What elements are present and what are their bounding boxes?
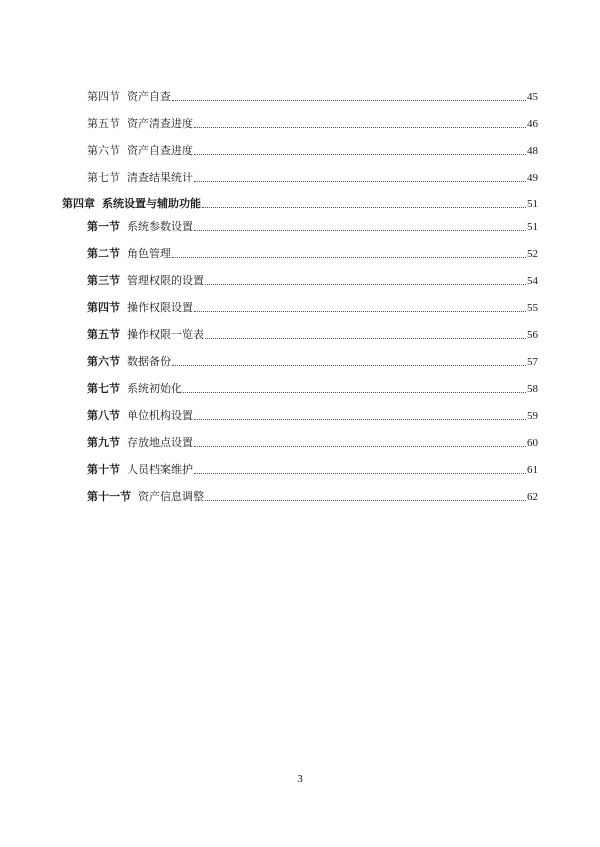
toc-page-number: 48 <box>527 145 538 157</box>
toc-leader-dots <box>205 338 526 339</box>
toc-page-number: 58 <box>527 383 538 395</box>
toc-section-number: 第六节 <box>87 355 120 368</box>
toc-section-title: 人员档案维护 <box>127 463 193 476</box>
toc-leader-dots <box>194 473 526 474</box>
toc-page-number: 56 <box>527 329 538 341</box>
toc-section-number: 第七节 <box>87 382 120 395</box>
toc-leader-dots <box>202 207 526 208</box>
toc-page-number: 57 <box>527 356 538 368</box>
toc-section-number: 第十节 <box>87 463 120 476</box>
toc-entry[interactable] <box>87 169 538 185</box>
toc-page-number: 62 <box>527 491 538 503</box>
toc-section-title: 系统参数设置 <box>127 220 193 233</box>
toc-leader-dots <box>194 154 526 155</box>
toc-page-number: 59 <box>527 410 538 422</box>
toc-entry[interactable] <box>87 245 538 261</box>
toc-page-number: 46 <box>527 118 538 130</box>
toc-section-number: 第二节 <box>87 247 120 260</box>
toc-section-number: 第七节 <box>87 171 120 184</box>
toc-section-number: 第九节 <box>87 436 120 449</box>
toc-leader-dots <box>205 284 526 285</box>
toc-section-number: 第八节 <box>87 409 120 422</box>
toc-page-number: 55 <box>527 302 538 314</box>
toc-entry[interactable] <box>87 407 538 423</box>
toc-page-number: 52 <box>527 248 538 260</box>
toc-entry[interactable] <box>87 299 538 315</box>
toc-section-title: 单位机构设置 <box>127 409 193 422</box>
toc-leader-dots <box>194 127 526 128</box>
toc-entry[interactable] <box>87 272 538 288</box>
toc-section-number: 第五节 <box>87 328 120 341</box>
toc-chapter-title: 系统设置与辅助功能 <box>102 197 201 210</box>
toc-section-title: 系统初始化 <box>127 382 182 395</box>
toc-leader-dots <box>172 365 526 366</box>
toc-section-number: 第六节 <box>87 144 120 157</box>
toc-entry[interactable] <box>87 142 538 158</box>
toc-chapter-number: 第四章 <box>62 197 95 210</box>
toc-entry[interactable] <box>87 326 538 342</box>
toc-section-title: 清查结果统计 <box>127 171 193 184</box>
toc-page-number: 54 <box>527 275 538 287</box>
toc-section-title: 操作权限一览表 <box>127 328 204 341</box>
toc-section-number: 第四节 <box>87 301 120 314</box>
toc-section-title: 资产自查 <box>127 90 171 103</box>
toc-section-number: 第四节 <box>87 90 120 103</box>
toc-page-number: 45 <box>527 91 538 103</box>
toc-entry[interactable] <box>87 434 538 450</box>
toc-entry[interactable] <box>87 88 538 104</box>
toc-section-title: 存放地点设置 <box>127 436 193 449</box>
toc-leader-dots <box>205 500 526 501</box>
toc-entry[interactable] <box>87 488 538 504</box>
page-number-footer: 3 <box>297 773 303 785</box>
toc-section-title: 资产信息调整 <box>138 490 204 503</box>
toc-leader-dots <box>194 230 526 231</box>
toc-section-title: 资产自查进度 <box>127 144 193 157</box>
toc-section-title: 角色管理 <box>127 247 171 260</box>
toc-section-number: 第五节 <box>87 117 120 130</box>
toc-leader-dots <box>194 419 526 420</box>
toc-page-number: 60 <box>527 437 538 449</box>
toc-leader-dots <box>183 392 526 393</box>
toc-leader-dots <box>172 100 526 101</box>
toc-leader-dots <box>194 446 526 447</box>
toc-leader-dots <box>194 311 526 312</box>
toc-entry[interactable] <box>87 353 538 369</box>
toc-section-number: 第一节 <box>87 220 120 233</box>
toc-page-number: 61 <box>527 464 538 476</box>
toc-section-title: 数据备份 <box>127 355 171 368</box>
toc-chapter-entry[interactable] <box>62 195 538 211</box>
toc-entry[interactable] <box>87 218 538 234</box>
toc-leader-dots <box>194 181 526 182</box>
toc-entry[interactable] <box>87 461 538 477</box>
toc-section-title: 资产清查进度 <box>127 117 193 130</box>
toc-leader-dots <box>172 257 526 258</box>
toc-page-number: 51 <box>527 221 538 233</box>
toc-page-number: 51 <box>527 198 538 210</box>
toc-section-number: 第十一节 <box>87 490 131 503</box>
toc-entry[interactable] <box>87 380 538 396</box>
toc-section-title: 管理权限的设置 <box>127 274 204 287</box>
toc-section-title: 操作权限设置 <box>127 301 193 314</box>
toc-page-number: 49 <box>527 172 538 184</box>
toc-section-number: 第三节 <box>87 274 120 287</box>
toc-entry[interactable] <box>87 115 538 131</box>
